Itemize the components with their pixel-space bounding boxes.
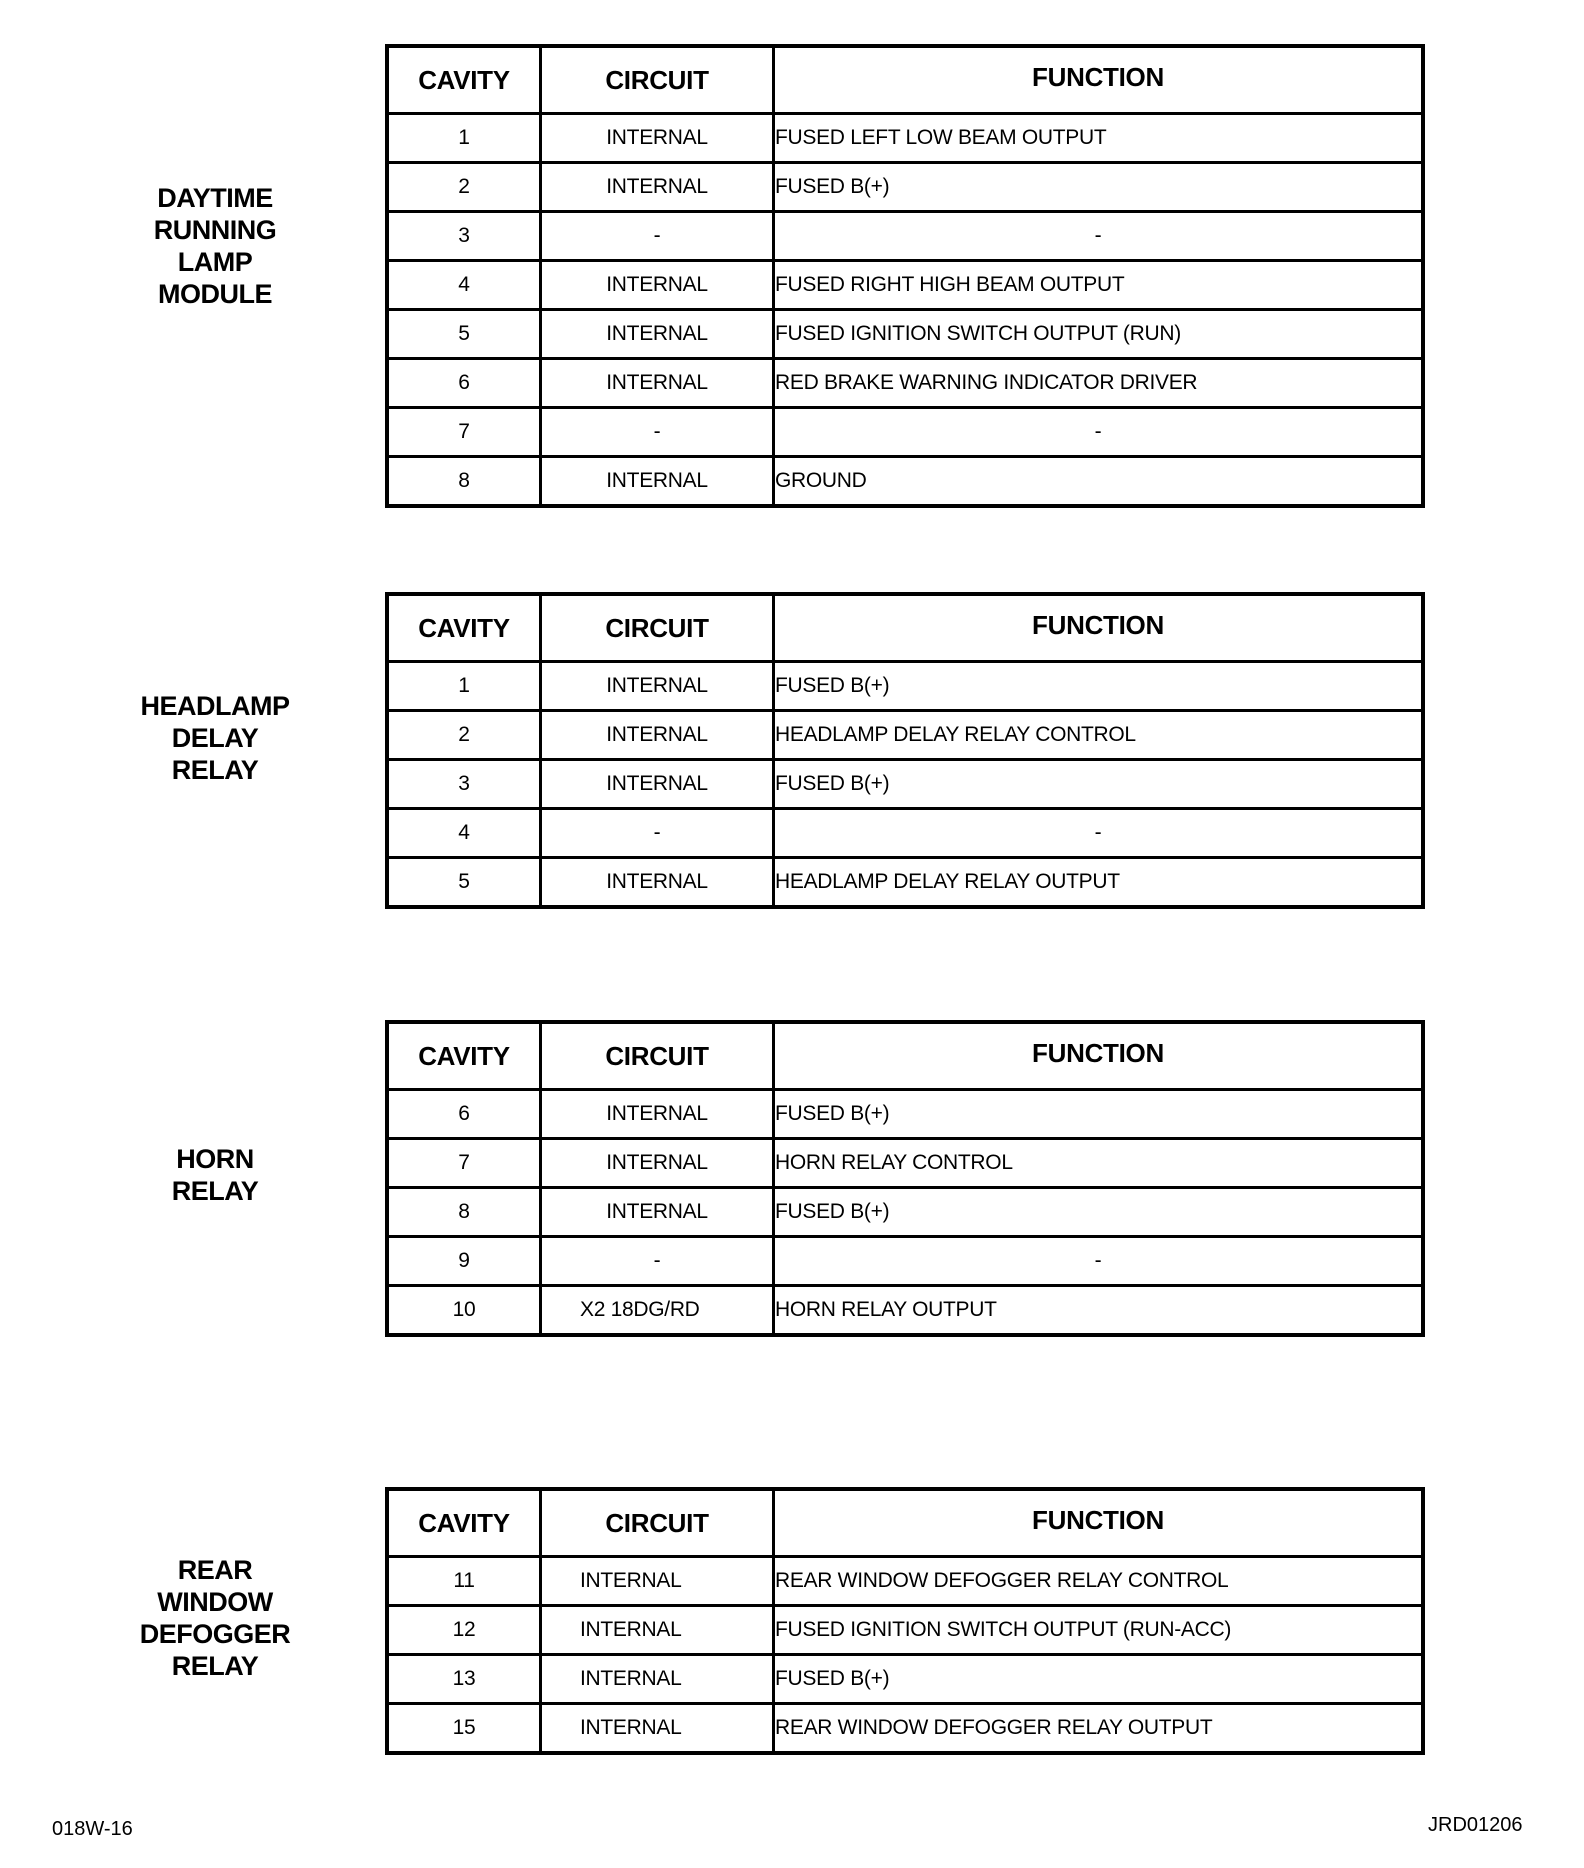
circuit-cell: INTERNAL [541, 1139, 774, 1188]
table-row [387, 662, 1423, 711]
table-row [387, 359, 1423, 408]
table-header-row [387, 594, 1423, 662]
figure-id: JRD01206 [1428, 1814, 1523, 1836]
cavity-cell: 8 [387, 1188, 541, 1237]
function-cell: HORN RELAY CONTROL [774, 1139, 1424, 1188]
function-cell: REAR WINDOW DEFOGGER RELAY CONTROL [774, 1557, 1424, 1606]
cavity-cell: 2 [387, 711, 541, 760]
cavity-cell: 8 [387, 457, 541, 507]
cavity-cell: 5 [387, 858, 541, 908]
table-row [387, 261, 1423, 310]
circuit-cell: - [541, 212, 774, 261]
circuit-cell: INTERNAL [541, 858, 774, 908]
circuit-cell: X2 18DG/RD [541, 1286, 774, 1336]
cavity-cell: 9 [387, 1237, 541, 1286]
table-row [387, 408, 1423, 457]
function-cell: FUSED RIGHT HIGH BEAM OUTPUT [774, 261, 1424, 310]
function-cell: FUSED B(+) [774, 1655, 1424, 1704]
circuit-cell: INTERNAL [541, 711, 774, 760]
function-cell: FUSED B(+) [774, 1188, 1424, 1237]
circuit-cell: INTERNAL [541, 163, 774, 212]
cavity-cell: 3 [387, 760, 541, 809]
table-header-row [387, 1022, 1423, 1090]
function-cell: GROUND [774, 457, 1424, 507]
circuit-cell: INTERNAL [541, 1704, 774, 1754]
table-row [387, 114, 1423, 163]
circuit-cell: - [541, 809, 774, 858]
cavity-cell: 7 [387, 1139, 541, 1188]
circuit-header: CIRCUIT [541, 1022, 774, 1090]
drawing-number: 018W-16 [52, 1818, 133, 1840]
circuit-cell: INTERNAL [541, 1655, 774, 1704]
table-row [387, 711, 1423, 760]
function-cell: FUSED LEFT LOW BEAM OUTPUT [774, 114, 1424, 163]
circuit-header: CIRCUIT [541, 1489, 774, 1557]
table-row [387, 809, 1423, 858]
circuit-cell: INTERNAL [541, 760, 774, 809]
table-row [387, 1655, 1423, 1704]
cavity-cell: 10 [387, 1286, 541, 1336]
table-row [387, 1188, 1423, 1237]
circuit-header: CIRCUIT [541, 594, 774, 662]
table-row [387, 1557, 1423, 1606]
table-row [387, 1704, 1423, 1754]
function-cell: FUSED B(+) [774, 1090, 1424, 1139]
cavity-cell: 7 [387, 408, 541, 457]
cavity-header: CAVITY [387, 594, 541, 662]
table-row [387, 760, 1423, 809]
function-cell: FUSED IGNITION SWITCH OUTPUT (RUN-ACC) [774, 1606, 1424, 1655]
circuit-header: CIRCUIT [541, 46, 774, 114]
section-label: REAR WINDOW DEFOGGER RELAY [139, 1555, 291, 1681]
function-cell: FUSED B(+) [774, 163, 1424, 212]
cavity-cell: 6 [387, 359, 541, 408]
circuit-cell: INTERNAL [541, 1606, 774, 1655]
function-cell: FUSED B(+) [774, 662, 1424, 711]
function-header: FUNCTION [774, 1489, 1424, 1557]
connector-table [385, 44, 1425, 508]
table-row [387, 163, 1423, 212]
function-cell: HEADLAMP DELAY RELAY CONTROL [774, 711, 1424, 760]
cavity-cell: 6 [387, 1090, 541, 1139]
cavity-cell: 1 [387, 114, 541, 163]
cavity-cell: 15 [387, 1704, 541, 1754]
cavity-header: CAVITY [387, 1022, 541, 1090]
cavity-cell: 2 [387, 163, 541, 212]
circuit-cell: - [541, 1237, 774, 1286]
circuit-cell: INTERNAL [541, 114, 774, 163]
circuit-cell: INTERNAL [541, 310, 774, 359]
function-cell: HORN RELAY OUTPUT [774, 1286, 1424, 1336]
cavity-header: CAVITY [387, 46, 541, 114]
table-row [387, 1090, 1423, 1139]
function-cell: HEADLAMP DELAY RELAY OUTPUT [774, 858, 1424, 908]
circuit-cell: - [541, 408, 774, 457]
cavity-cell: 4 [387, 261, 541, 310]
table-row [387, 858, 1423, 908]
function-cell: - [774, 1237, 1424, 1286]
function-cell: - [774, 212, 1424, 261]
function-cell: FUSED IGNITION SWITCH OUTPUT (RUN) [774, 310, 1424, 359]
table-row [387, 1139, 1423, 1188]
table-row [387, 1237, 1423, 1286]
function-header: FUNCTION [774, 1022, 1424, 1090]
circuit-cell: INTERNAL [541, 662, 774, 711]
cavity-cell: 1 [387, 662, 541, 711]
function-header: FUNCTION [774, 594, 1424, 662]
table-header-row [387, 46, 1423, 114]
table-header-row [387, 1489, 1423, 1557]
function-cell: - [774, 809, 1424, 858]
cavity-cell: 3 [387, 212, 541, 261]
cavity-header: CAVITY [387, 1489, 541, 1557]
circuit-cell: INTERNAL [541, 1557, 774, 1606]
connector-table [385, 592, 1425, 909]
table-row [387, 212, 1423, 261]
table-row [387, 457, 1423, 507]
table-row [387, 310, 1423, 359]
cavity-cell: 12 [387, 1606, 541, 1655]
section-label: DAYTIME RUNNING LAMP MODULE [153, 183, 277, 309]
section-label: HEADLAMP DELAY RELAY [140, 691, 290, 785]
cavity-cell: 11 [387, 1557, 541, 1606]
function-cell: FUSED B(+) [774, 760, 1424, 809]
circuit-cell: INTERNAL [541, 359, 774, 408]
table-row [387, 1286, 1423, 1336]
connector-table [385, 1020, 1425, 1337]
function-cell: - [774, 408, 1424, 457]
cavity-cell: 13 [387, 1655, 541, 1704]
circuit-cell: INTERNAL [541, 1090, 774, 1139]
cavity-cell: 5 [387, 310, 541, 359]
connector-table [385, 1487, 1425, 1755]
cavity-cell: 4 [387, 809, 541, 858]
circuit-cell: INTERNAL [541, 1188, 774, 1237]
function-header: FUNCTION [774, 46, 1424, 114]
circuit-cell: INTERNAL [541, 457, 774, 507]
function-cell: REAR WINDOW DEFOGGER RELAY OUTPUT [774, 1704, 1424, 1754]
table-row [387, 1606, 1423, 1655]
section-label: HORN RELAY [171, 1144, 259, 1206]
function-cell: RED BRAKE WARNING INDICATOR DRIVER [774, 359, 1424, 408]
circuit-cell: INTERNAL [541, 261, 774, 310]
